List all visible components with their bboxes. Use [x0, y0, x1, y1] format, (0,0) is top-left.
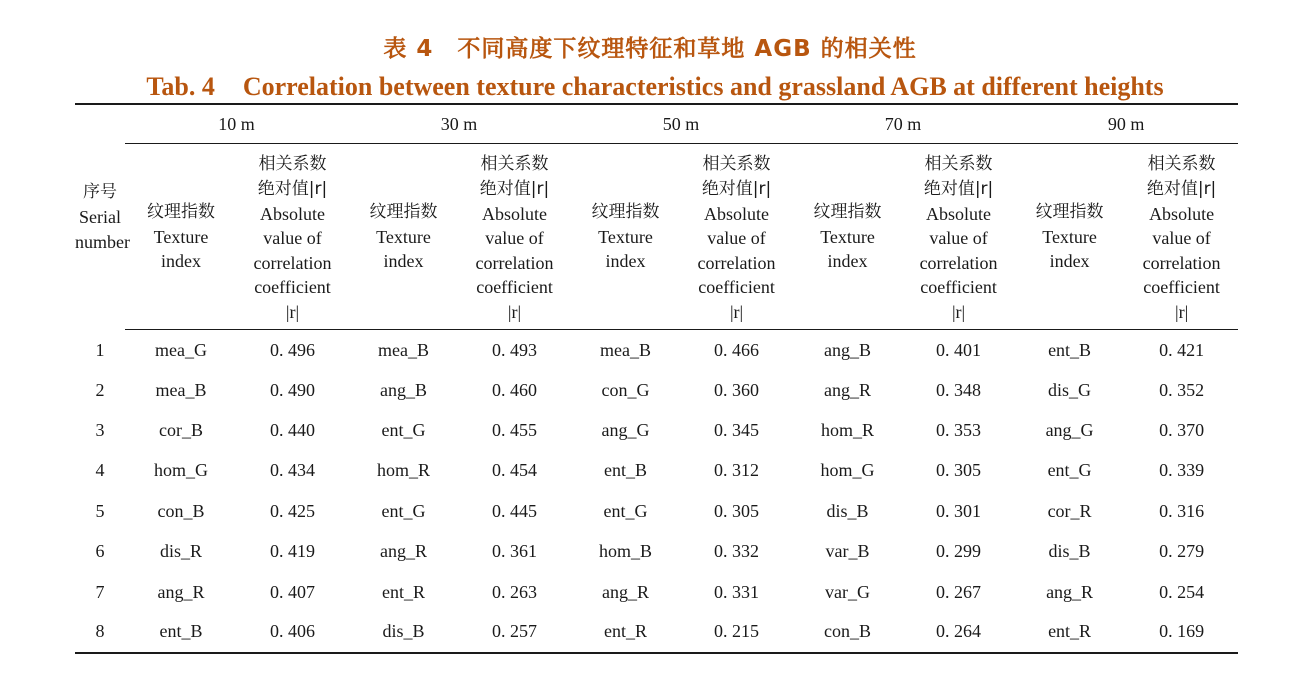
- texture-index-cell: mea_B: [600, 340, 652, 361]
- texture-index-cell: ent_B: [159, 621, 203, 642]
- texture-index-cell: var_G: [825, 581, 871, 602]
- serial-cell: 6: [95, 541, 105, 562]
- coefficient-cell: 0. 312: [714, 460, 760, 481]
- coefficient-header: 相关系数 绝对值|r| Absolute value of correlation coefficient |r|: [459, 144, 570, 330]
- height-90m: 90 m: [1014, 104, 1238, 144]
- table-row: [75, 370, 1238, 410]
- coefficient-cell: 0. 407: [270, 581, 315, 602]
- coefficient-cell: 0. 301: [936, 500, 982, 521]
- coefficient-cell: 0. 361: [492, 541, 538, 562]
- serial-cell: 7: [95, 581, 105, 602]
- texture-index-cell: ang_G: [601, 419, 650, 440]
- serial-cell: 1: [95, 340, 105, 361]
- coefficient-cell: 0. 401: [936, 340, 982, 361]
- coefficient-cell: 0. 454: [492, 460, 538, 481]
- texture-index-cell: ang_R: [824, 379, 872, 400]
- coefficient-cell: 0. 254: [1159, 581, 1205, 602]
- coefficient-cell: 0. 316: [1159, 500, 1205, 521]
- coefficient-header: 相关系数 绝对值|r| Absolute value of correlation coefficient |r|: [681, 144, 792, 330]
- table-body: [75, 330, 1238, 653]
- texture-index-cell: con_B: [157, 500, 205, 521]
- texture-index-cell: ang_R: [602, 581, 650, 602]
- texture-index-cell: hom_R: [821, 419, 875, 440]
- coefficient-cell: 0. 406: [270, 621, 315, 642]
- serial-cell: 4: [95, 460, 105, 481]
- texture-index-cell: ang_B: [824, 340, 872, 361]
- height-header-row: [75, 104, 1238, 144]
- table-row: [75, 451, 1238, 491]
- coefficient-cell: 0. 455: [492, 419, 538, 440]
- texture-index-cell: ang_R: [157, 581, 205, 602]
- table-row: [75, 410, 1238, 450]
- coefficient-cell: 0. 339: [1159, 460, 1205, 481]
- serial-header-cn: 序号: [83, 182, 117, 203]
- coefficient-cell: 0. 169: [1159, 621, 1205, 642]
- texture-index-cell: hom_G: [820, 460, 875, 481]
- texture-index-cell: ent_R: [604, 621, 648, 642]
- serial-cell: 5: [95, 500, 105, 521]
- coefficient-header: 相关系数 绝对值|r| Absolute value of correlation coefficient |r|: [237, 144, 348, 330]
- texture-index-cell: cor_R: [1047, 500, 1092, 521]
- texture-index-cell: ang_R: [1046, 581, 1094, 602]
- serial-header-en-1: Serial: [79, 207, 121, 228]
- table-title-chinese: 表 4 不同高度下纹理特征和草地 AGB 的相关性: [383, 36, 917, 62]
- coefficient-cell: 0. 490: [270, 379, 315, 400]
- texture-index-cell: mea_B: [155, 379, 207, 400]
- texture-index-cell: ent_G: [1047, 460, 1092, 481]
- serial-cell: 3: [95, 419, 105, 440]
- coefficient-cell: 0. 434: [270, 460, 315, 481]
- coefficient-cell: 0. 466: [714, 340, 760, 361]
- column-header-row: [75, 144, 1238, 330]
- texture-index-header: 纹理指数 Texture index: [1014, 144, 1125, 330]
- coefficient-cell: 0. 419: [270, 541, 315, 562]
- texture-index-cell: dis_B: [826, 500, 869, 521]
- texture-index-cell: ang_B: [380, 379, 428, 400]
- height-50m: 50 m: [570, 104, 792, 144]
- coefficient-cell: 0. 496: [270, 340, 315, 361]
- coefficient-cell: 0. 331: [714, 581, 760, 602]
- texture-index-cell: ang_R: [380, 541, 428, 562]
- coefficient-cell: 0. 360: [714, 379, 760, 400]
- coefficient-cell: 0. 332: [714, 541, 760, 562]
- texture-index-cell: con_G: [601, 379, 650, 400]
- coefficient-cell: 0. 305: [714, 500, 760, 521]
- table-row: [75, 491, 1238, 531]
- coefficient-cell: 0. 353: [936, 419, 982, 440]
- table-caption: Correlation between texture characteristics and grassland AGB at different heights: [242, 72, 1164, 101]
- texture-index-header: 纹理指数 Texture index: [125, 144, 237, 330]
- texture-index-cell: ent_B: [1048, 340, 1092, 361]
- coefficient-cell: 0. 264: [936, 621, 982, 642]
- table-row: [75, 572, 1238, 612]
- texture-index-cell: hom_G: [154, 460, 208, 481]
- coefficient-cell: 0. 215: [714, 621, 760, 642]
- serial-cell: 8: [95, 621, 105, 642]
- coefficient-cell: 0. 445: [492, 500, 538, 521]
- texture-index-cell: dis_B: [1048, 541, 1091, 562]
- table-row: [75, 330, 1238, 370]
- texture-index-header: 纹理指数 Texture index: [792, 144, 903, 330]
- coefficient-cell: 0. 352: [1159, 379, 1205, 400]
- table-row: [75, 531, 1238, 571]
- texture-index-cell: con_B: [824, 621, 872, 642]
- coefficient-cell: 0. 440: [270, 419, 315, 440]
- texture-index-cell: dis_G: [1048, 379, 1092, 400]
- serial-header: [75, 104, 130, 330]
- coefficient-cell: 0. 421: [1159, 340, 1205, 361]
- coefficient-cell: 0. 279: [1159, 541, 1205, 562]
- texture-index-cell: hom_B: [599, 541, 653, 562]
- coefficient-cell: 0. 267: [936, 581, 982, 602]
- coefficient-cell: 0. 348: [936, 379, 982, 400]
- coefficient-cell: 0. 493: [492, 340, 538, 361]
- coefficient-header: 相关系数 绝对值|r| Absolute value of correlation coefficient |r|: [1125, 144, 1238, 330]
- height-30m: 30 m: [348, 104, 570, 144]
- coefficient-cell: 0. 299: [936, 541, 982, 562]
- texture-index-cell: ent_G: [381, 500, 426, 521]
- coefficient-cell: 0. 345: [714, 419, 760, 440]
- texture-index-cell: ang_G: [1045, 419, 1094, 440]
- coefficient-header: 相关系数 绝对值|r| Absolute value of correlation coefficient |r|: [903, 144, 1014, 330]
- texture-index-cell: dis_B: [382, 621, 425, 642]
- texture-index-cell: cor_B: [159, 419, 203, 440]
- height-70m: 70 m: [792, 104, 1014, 144]
- coefficient-cell: 0. 257: [492, 621, 538, 642]
- texture-index-cell: ent_R: [382, 581, 426, 602]
- coefficient-cell: 0. 263: [492, 581, 538, 602]
- texture-index-cell: ent_G: [381, 419, 426, 440]
- texture-index-cell: var_B: [825, 541, 870, 562]
- height-10m: 10 m: [125, 104, 348, 144]
- table-row: [75, 612, 1238, 652]
- texture-index-cell: hom_R: [377, 460, 431, 481]
- texture-index-header: 纹理指数 Texture index: [348, 144, 459, 330]
- coefficient-cell: 0. 460: [492, 379, 538, 400]
- serial-cell: 2: [95, 379, 105, 400]
- texture-index-header: 纹理指数 Texture index: [570, 144, 681, 330]
- texture-index-cell: ent_B: [604, 460, 648, 481]
- serial-header-en-2: number: [75, 232, 130, 253]
- texture-index-cell: mea_B: [378, 340, 430, 361]
- table-title-english: [0, 72, 1300, 102]
- coefficient-cell: 0. 425: [270, 500, 315, 521]
- table-label: Tab. 4: [146, 72, 215, 101]
- coefficient-cell: 0. 305: [936, 460, 982, 481]
- texture-index-cell: mea_G: [155, 340, 207, 361]
- coefficient-cell: 0. 370: [1159, 419, 1205, 440]
- texture-index-cell: ent_G: [603, 500, 648, 521]
- correlation-table: [75, 103, 1238, 654]
- texture-index-cell: ent_R: [1048, 621, 1092, 642]
- texture-index-cell: dis_R: [159, 541, 202, 562]
